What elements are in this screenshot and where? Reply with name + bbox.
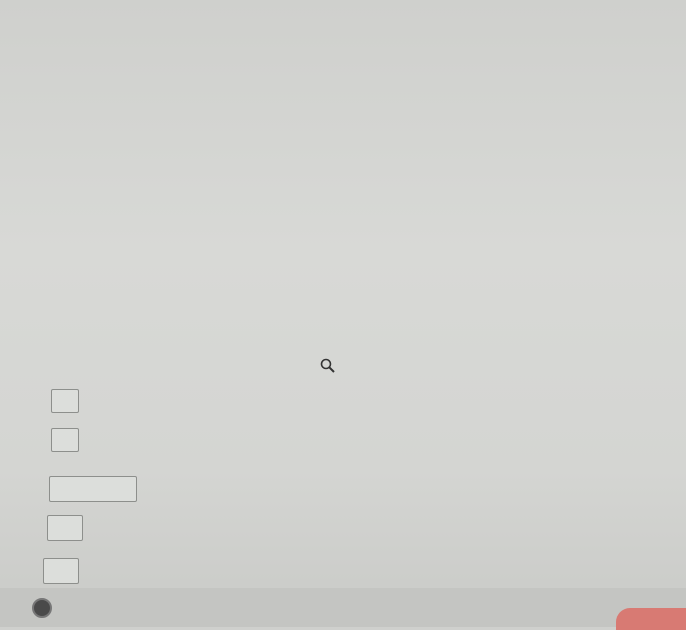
domain-question: [37, 515, 83, 541]
range-answer-box[interactable]: [43, 558, 79, 584]
radius-answer-box[interactable]: [51, 428, 79, 452]
radio-button[interactable]: [32, 598, 52, 618]
center-question: [37, 389, 79, 413]
equation-question: [37, 476, 137, 502]
center-answer-box[interactable]: [51, 389, 79, 413]
magnifier-icon[interactable]: [322, 360, 335, 373]
bottom-toolbar: [0, 588, 686, 627]
domain-answer-box[interactable]: [47, 515, 83, 541]
range-question: [37, 558, 79, 584]
radius-question: [37, 428, 79, 452]
equation-answer-box[interactable]: [49, 476, 137, 502]
